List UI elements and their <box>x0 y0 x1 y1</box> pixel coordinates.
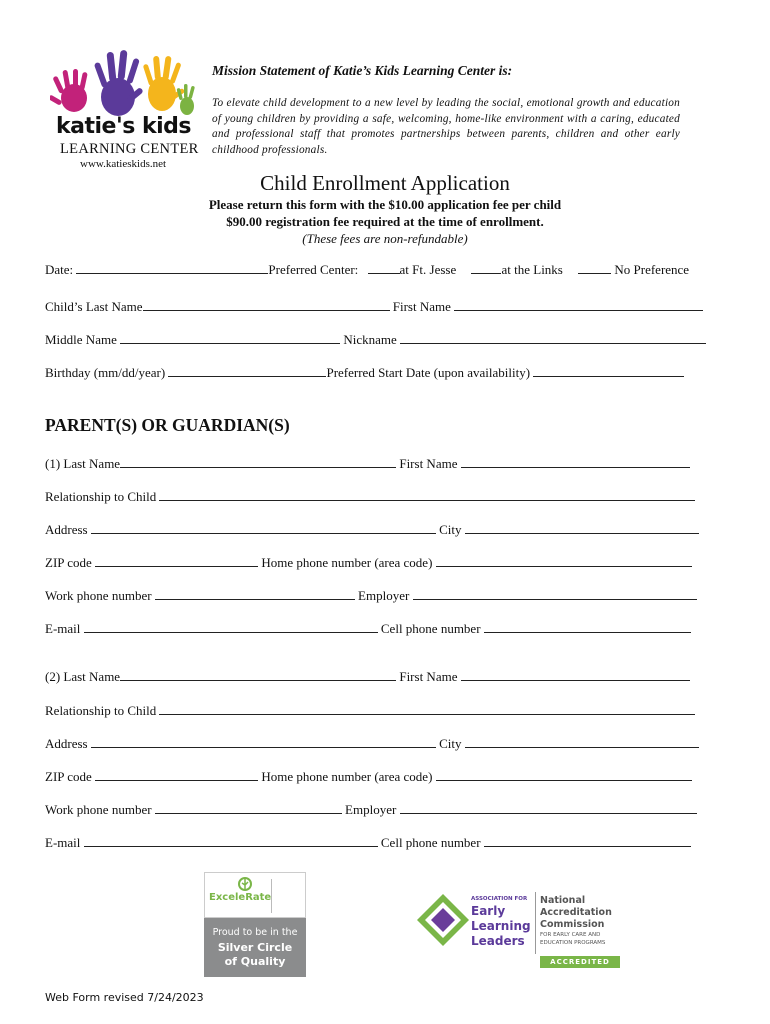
excelerate-line-2: Silver Circle <box>217 941 293 954</box>
page-title: Child Enrollment Application <box>260 171 510 195</box>
parent1-employer-label: Employer <box>358 588 410 603</box>
parent2-cell-phone-field[interactable] <box>484 835 691 847</box>
child-name-row <box>45 299 703 315</box>
parent2-email-field[interactable] <box>84 835 378 847</box>
parent1-cell-phone-field[interactable] <box>484 621 691 633</box>
parent2-email-label: E-mail <box>45 835 81 850</box>
parent1-city-field[interactable] <box>465 522 699 534</box>
middle-name-field[interactable] <box>120 332 340 344</box>
child-first-name-field[interactable] <box>454 299 703 311</box>
parent2-zip-label: ZIP code <box>45 769 92 784</box>
parent1-first-name-field[interactable] <box>461 456 690 468</box>
parent2-work-row <box>45 802 697 818</box>
logo-website: www.katieskids.net <box>80 158 167 170</box>
handprints-icon <box>50 42 200 122</box>
parent2-cell-phone-label: Cell phone number <box>380 835 481 850</box>
excelerate-divider <box>271 879 272 913</box>
parent2-city-field[interactable] <box>465 736 699 748</box>
middle-name-label: Middle Name <box>45 332 117 347</box>
parent1-address-row <box>45 522 699 538</box>
parent2-email-row <box>45 835 691 851</box>
parent1-first-name-label: First Name <box>399 456 458 471</box>
parent1-relationship-field[interactable] <box>159 489 695 501</box>
parent1-email-field[interactable] <box>84 621 378 633</box>
parent2-home-phone-label: Home phone number (area code) <box>261 769 433 784</box>
date-row <box>45 262 689 278</box>
aell-line-1: Early <box>471 904 506 918</box>
parent2-last-name-field[interactable] <box>120 669 396 681</box>
excelerate-name: ExceleRate <box>209 892 272 903</box>
birthday-label: Birthday (mm/dd/year) <box>45 365 166 380</box>
logo-name: katie's kids <box>56 114 191 139</box>
aell-nac-badge <box>405 868 630 978</box>
nac-divider <box>535 892 536 954</box>
parent1-name-row <box>45 456 690 472</box>
nac-line-1: National <box>540 895 586 906</box>
parent1-zip-row <box>45 555 692 571</box>
no-preference-checkbox[interactable] <box>578 262 611 274</box>
middle-name-row <box>45 332 706 348</box>
links-checkbox[interactable] <box>471 262 501 274</box>
parent2-home-phone-field[interactable] <box>436 769 692 781</box>
child-last-name-label: Child’s Last Name <box>45 299 143 314</box>
parent2-employer-label: Employer <box>345 802 397 817</box>
nac-line-5: EDUCATION PROGRAMS <box>540 940 606 946</box>
parent1-zip-field[interactable] <box>95 555 258 567</box>
birthday-field[interactable] <box>168 365 326 377</box>
parent1-city-label: City <box>439 522 462 537</box>
excelerate-header <box>204 872 306 918</box>
preferred-center-label: Preferred Center: <box>268 262 359 277</box>
parent1-address-field[interactable] <box>91 522 436 534</box>
excelerate-badge <box>204 872 306 977</box>
parent2-zip-row <box>45 769 692 785</box>
parent2-employer-field[interactable] <box>400 802 697 814</box>
parent2-relationship-label: Relationship to Child <box>45 703 157 718</box>
ft-jesse-checkbox[interactable] <box>368 262 400 274</box>
parent2-relationship-field[interactable] <box>159 703 695 715</box>
parent2-address-row <box>45 736 699 752</box>
parents-heading: PARENT(S) OR GUARDIAN(S) <box>45 415 290 435</box>
accredited-banner <box>540 956 620 968</box>
parent1-last-name-label: (1) Last Name <box>45 456 121 471</box>
ft-jesse-label: at Ft. Jesse <box>399 262 457 277</box>
parent1-zip-label: ZIP code <box>45 555 92 570</box>
nac-line-3: Commission <box>540 919 605 930</box>
parent1-work-phone-label: Work phone number <box>45 588 152 603</box>
nac-line-4: FOR EARLY CARE AND <box>540 932 601 938</box>
parent2-relationship-row <box>45 703 695 719</box>
parent2-first-name-field[interactable] <box>461 669 690 681</box>
parent1-email-label: E-mail <box>45 621 81 636</box>
parent2-city-label: City <box>439 736 462 751</box>
fee-line-2: $90.00 registration fee required at the time of enrollment. <box>226 214 544 229</box>
parent2-last-name-label: (2) Last Name <box>45 669 121 684</box>
excelerate-leaf-icon <box>237 876 253 892</box>
fee-line-1: Please return this form with the $10.00 application fee per child <box>208 197 562 212</box>
nickname-field[interactable] <box>400 332 706 344</box>
parent1-cell-phone-label: Cell phone number <box>380 621 481 636</box>
logo <box>50 42 200 174</box>
date-field[interactable] <box>76 262 268 274</box>
start-date-label: Preferred Start Date (upon availability) <box>326 365 531 380</box>
fee-note: (These fees are non-refundable) <box>302 231 468 246</box>
parent2-name-row <box>45 669 690 685</box>
birthday-row <box>45 365 684 381</box>
aell-line-2: Learning <box>471 919 531 933</box>
child-first-name-label: First Name <box>392 299 451 314</box>
parent2-first-name-label: First Name <box>399 669 458 684</box>
parent1-address-label: Address <box>45 522 88 537</box>
mission-body: To elevate child development to a new level by leading the social, emotional growth and education of young children by providing a safe, welcoming, home-like environment with a caring, educated and professional staff that promotes partnerships between parents, children and other early childhood professionals. <box>212 97 680 156</box>
parent2-work-phone-field[interactable] <box>155 802 342 814</box>
aell-line-3: Leaders <box>471 934 525 948</box>
nac-line-2: Accreditation <box>540 907 612 918</box>
parent1-relationship-label: Relationship to Child <box>45 489 157 504</box>
aell-diamond-icon <box>415 892 471 948</box>
excelerate-line-3: of Quality <box>224 955 286 968</box>
parent1-email-row <box>45 621 691 637</box>
links-label: at the Links <box>501 262 563 277</box>
mission-title: Mission Statement of Katie’s Kids Learning Center is: <box>212 63 513 78</box>
logo-subtitle: LEARNING CENTER <box>60 141 199 157</box>
parent1-relationship-row <box>45 489 695 505</box>
parent2-zip-field[interactable] <box>95 769 258 781</box>
parent1-work-row <box>45 588 697 604</box>
accredited-label: ACCREDITED <box>550 958 610 966</box>
nickname-label: Nickname <box>343 332 397 347</box>
child-last-name-field[interactable] <box>143 299 390 311</box>
excelerate-line-1: Proud to be in the <box>212 927 298 938</box>
parent2-work-phone-label: Work phone number <box>45 802 152 817</box>
footer-revised: Web Form revised 7/24/2023 <box>45 991 204 1004</box>
date-label: Date: <box>45 262 74 277</box>
parent1-work-phone-field[interactable] <box>155 588 355 600</box>
parent1-home-phone-label: Home phone number (area code) <box>261 555 433 570</box>
start-date-field[interactable] <box>533 365 684 377</box>
parent2-address-label: Address <box>45 736 88 751</box>
aell-small: ASSOCIATION FOR <box>471 896 528 902</box>
parent1-last-name-field[interactable] <box>120 456 396 468</box>
parent2-address-field[interactable] <box>91 736 436 748</box>
parent1-employer-field[interactable] <box>413 588 697 600</box>
parent1-home-phone-field[interactable] <box>436 555 692 567</box>
no-preference-label: No Preference <box>614 262 690 277</box>
